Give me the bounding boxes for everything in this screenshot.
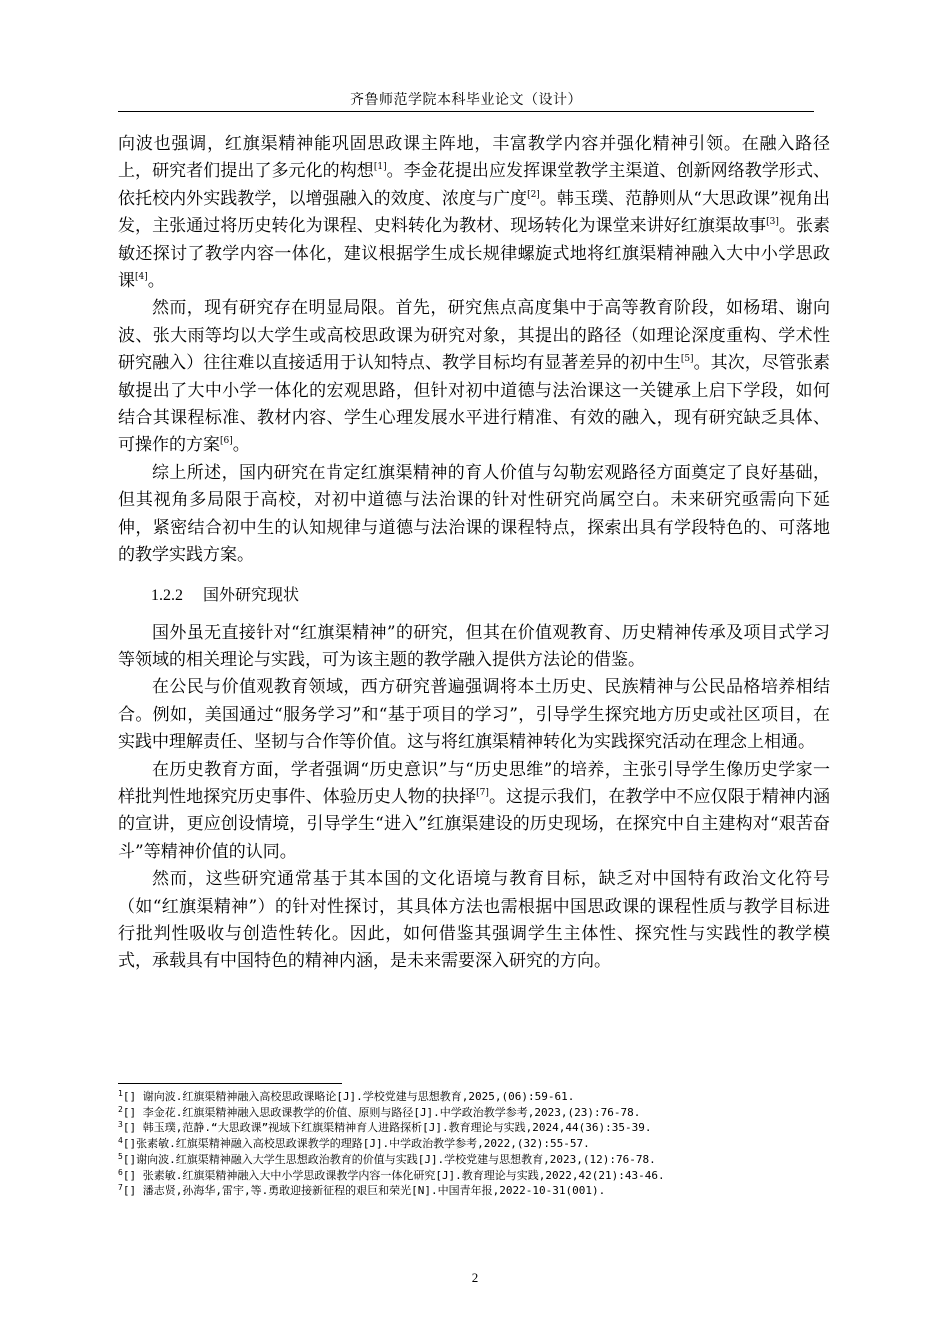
body-paragraph: 向波也强调，红旗渠精神能巩固思政课主阵地，丰富教学内容并强化精神引领。在融入路径上，研究者们提出了多元化的构想[1]。李金花提出应发挥课堂教学主渠道、创新网络教学形式、依托校内外实践教学，以增强融入的效度、浓度与广度[2]。韩玉璞、范静则从“大思政课”视角出发，主张通过将历史转化为课程、史料转化为教材、现场转化为课堂来讲好红旗渠故事[3]。张素敏还探讨了教学内容一体化，建议根据学生成长规律螺旋式地将红旗渠精神融入大中小学思政课[4]。 — [118, 134, 831, 292]
footnote-mark: 1 — [118, 1089, 123, 1098]
footnote — [118, 1183, 830, 1199]
footnote-text: [] 张素敏.红旗渠精神融入大中小学思政课教学内容一体化研究[J].教育理论与实践,2022,42(21):43-46. — [122, 1168, 665, 1182]
citation-marker: [5] — [680, 354, 694, 365]
body-text — [118, 131, 830, 976]
footnote-mark: 7 — [118, 1183, 123, 1193]
body-paragraph: 然而，这些研究通常基于其本国的文化语境与教育目标，缺乏对中国特有政治文化符号（如“红旗渠精神”）的针对性探讨，其具体方法也需根据中国思政课的课程性质与教学目标进行批判性吸收与创造性转化。因此，如何借鉴其强调学生主体性、探究性与实践性的教学模式，承载具有中国特色的精神内涵，是未来需要深入研究的方向。 — [118, 869, 830, 972]
footnote-text: []谢向波.红旗渠精神融入大学生思想政治教育的价值与实践[J].学校党建与思想教育,2023,(12):76-78. — [122, 1152, 656, 1166]
footnote — [118, 1120, 830, 1136]
footnote — [118, 1168, 830, 1184]
footnote — [118, 1152, 830, 1168]
citation-marker: [2] — [527, 189, 540, 200]
footnote-text: [] 韩玉璞,范静.“大思政课”视域下红旗渠精神育人进路探析[J].教育理论与实践,2024,44(36):35-39. — [122, 1121, 652, 1135]
section-heading — [118, 583, 830, 608]
citation-marker: [4] — [135, 272, 148, 283]
footnote-text: [] 潘志贤,孙海华,雷宇,等.勇敢迎接新征程的艰巨和荣光[N].中国青年报,2022-10-31(001). — [122, 1184, 606, 1198]
section-title: 国外研究现状 — [203, 584, 300, 604]
footnote-divider — [118, 1083, 342, 1084]
citation-marker: [7] — [476, 787, 489, 798]
footnote-mark: 6 — [118, 1167, 123, 1177]
footnotes — [118, 1089, 830, 1199]
body-paragraph: 在历史教育方面，学者强调“历史意识”与“历史思维”的培养，主张引导学生像历史学家一样批判性地探究历史事件、体验历史人物的抉择[7]。这提示我们，在教学中不应仅限于精神内涵的宣讲，更应创设情境，引导学生“进入”红旗渠建设的历史现场，在探究中自主建构对“艰苦奋斗”等精神价值的认同。 — [118, 759, 831, 862]
footnote — [118, 1089, 830, 1105]
page-header: 齐鲁师范学院本科毕业论文（设计） — [350, 92, 582, 108]
body-paragraph: 在公民与价值观教育领域，西方研究普遍强调将本土历史、民族精神与公民品格培养相结合。例如，美国通过“服务学习”和“基于项目的学习”，引导学生探究地方历史或社区项目，在实践中理解责任、坚韧与合作等价值。这与将红旗渠精神转化为实践探究活动在理念上相通。 — [118, 677, 830, 753]
footnote-mark: 4 — [118, 1136, 123, 1146]
footnote — [118, 1136, 830, 1152]
footnote-mark: 2 — [118, 1104, 123, 1114]
page-number: 2 — [471, 1270, 479, 1285]
footnote-mark: 3 — [118, 1120, 123, 1130]
footnote-text: []张素敏.红旗渠精神融入高校思政课教学的理路[J].中学政治教学参考,2022,(32):55-57. — [122, 1137, 590, 1151]
header-divider — [118, 111, 814, 112]
body-paragraph: 然而，现有研究存在明显局限。首先，研究焦点高度集中于高等教育阶段，如杨珺、谢向波、张大雨等均以大学生或高校思政课为研究对象，其提出的路径（如理论深度重构、学术性研究融入）往往难以直接适用于认知特点、教学目标均有显著差异的初中生[5]。其次，尽管张素敏提出了大中小学一体化的宏观思路，但针对初中道德与法治课这一关键承上启下学段，如何结合其课程标准、教材内容、学生心理发展水平进行精准、有效的融入，现有研究缺乏具体、可操作的方案[6]。 — [118, 298, 831, 456]
footnote — [118, 1105, 830, 1121]
citation-marker: [6] — [220, 436, 233, 447]
citation-marker: [1] — [373, 162, 387, 173]
citation-marker: [3] — [766, 217, 779, 228]
footnote-text: [] 李金花.红旗渠精神融入思政课教学的价值、原则与路径[J].中学政治教学参考,2023,(23):76-78. — [122, 1105, 641, 1119]
body-paragraph: 综上所述，国内研究在肯定红旗渠精神的育人价值与勾勒宏观路径方面奠定了良好基础，但其视角多局限于高校，对初中道德与法治课的针对性研究尚属空白。未来研究亟需向下延伸，紧密结合初中生的认知规律与道德与法治课的课程特点，探索出具有学段特色的、可落地的教学实践方案。 — [118, 462, 830, 566]
footnote-mark: 5 — [118, 1151, 123, 1161]
footnote-text: [] 谢向波.红旗渠精神融入高校思政课略论[J].学校党建与思想教育,2025,(06):59-61. — [122, 1090, 575, 1103]
body-paragraph: 国外虽无直接针对“红旗渠精神”的研究，但其在价值观教育、历史精神传承及项目式学习等领域的相关理论与实践，可为该主题的教学融入提供方法论的借鉴。 — [118, 622, 830, 670]
section-number: 1.2.2 — [151, 586, 183, 604]
